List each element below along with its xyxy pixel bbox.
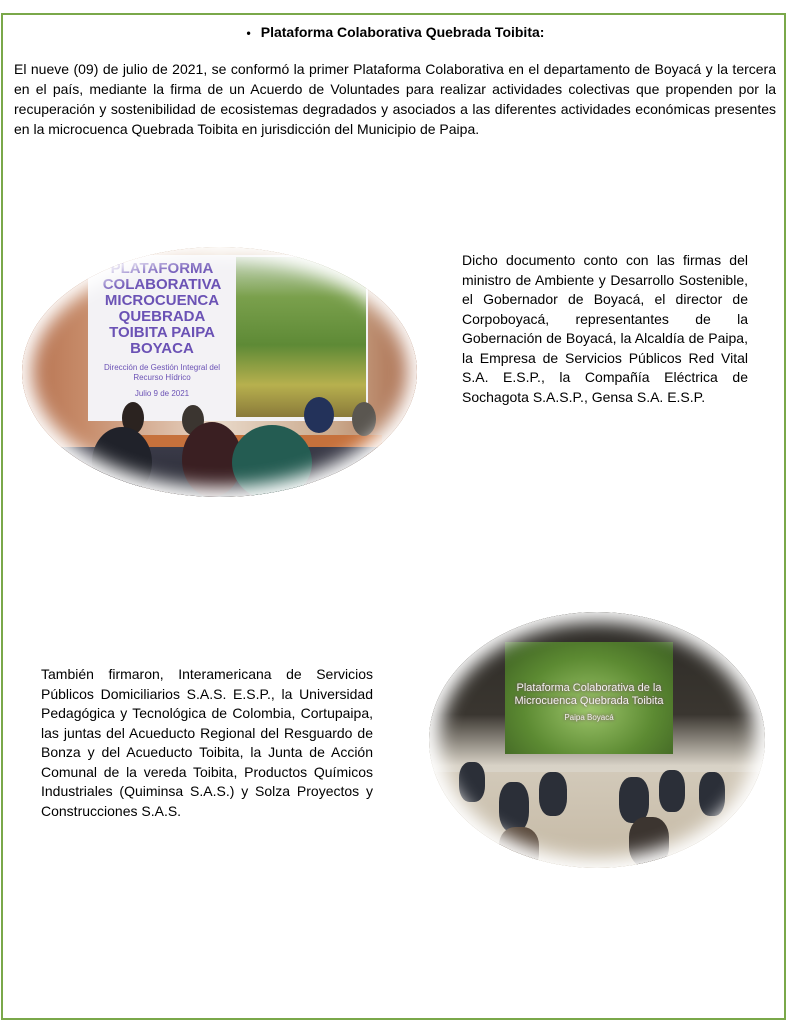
screen-title: Plataforma Colaborativa de la Microcuenca Quebrada Toibita [514, 682, 664, 707]
slide-title: PLATAFORMA COLABORATIVA MICROCUENCA QUEBRADA TOIBITA PAIPA BOYACA [102, 260, 222, 357]
signatories-paragraph: Dicho documento conto con las firmas del ministro de Ambiente y Desarrollo Sostenible, el Gobernador de Boyacá, el director de Corpoboyacá, representantes de la Gobernación de Boyacá, la Alcaldía de Paipa, la Empresa de Servicios Públicos Red Vital S.A. E.S.P., la Compañía Eléctrica de Sochagota S.A.S.P., Gensa S.A. E.S.P. [462, 252, 748, 405]
signing-ceremony-photo [22, 247, 417, 497]
auditorium-photo [429, 612, 765, 868]
screen-subtitle: Paipa Boyacá [564, 713, 614, 722]
slide-date: Julio 9 de 2021 [134, 389, 190, 398]
heading-title: Plataforma Colaborativa Quebrada Toibita: [260, 24, 545, 40]
page-border [1, 13, 786, 1020]
section-heading [0, 24, 791, 40]
bullet: • [246, 26, 251, 40]
slide-subtitle: Dirección de Gestión Integral del Recurso Hídrico [103, 363, 221, 382]
intro-paragraph: El nueve (09) de julio de 2021, se conformó la primer Plataforma Colaborativa en el departamento de Boyacá y la tercera en el país, mediante la firma de un Acuerdo de Voluntades para realizar actividades colectivas que propenden por la recuperación y sostenibilidad de ecosistemas degradados y asociados a las diferentes actividades económicas presentes en la microcuenca Quebrada Toibita en jurisdicción del Municipio de Paipa. [14, 61, 776, 137]
additional-signatories-paragraph: También firmaron, Interamericana de Servicios Públicos Domiciliarios S.A.S. E.S.P., la Universidad Pedagógica y Tecnológica de Colombia, Cortupaipa, las juntas del Acueducto Regional del Resguardo de Bonza y del Acueducto Toibita, la Junta de Acción Comunal de la vereda Toibita, Productos Químicos Industriales (Quiminsa S.A.S.) y Solza Proyectos y Construcciones S.A.S. [41, 666, 373, 819]
